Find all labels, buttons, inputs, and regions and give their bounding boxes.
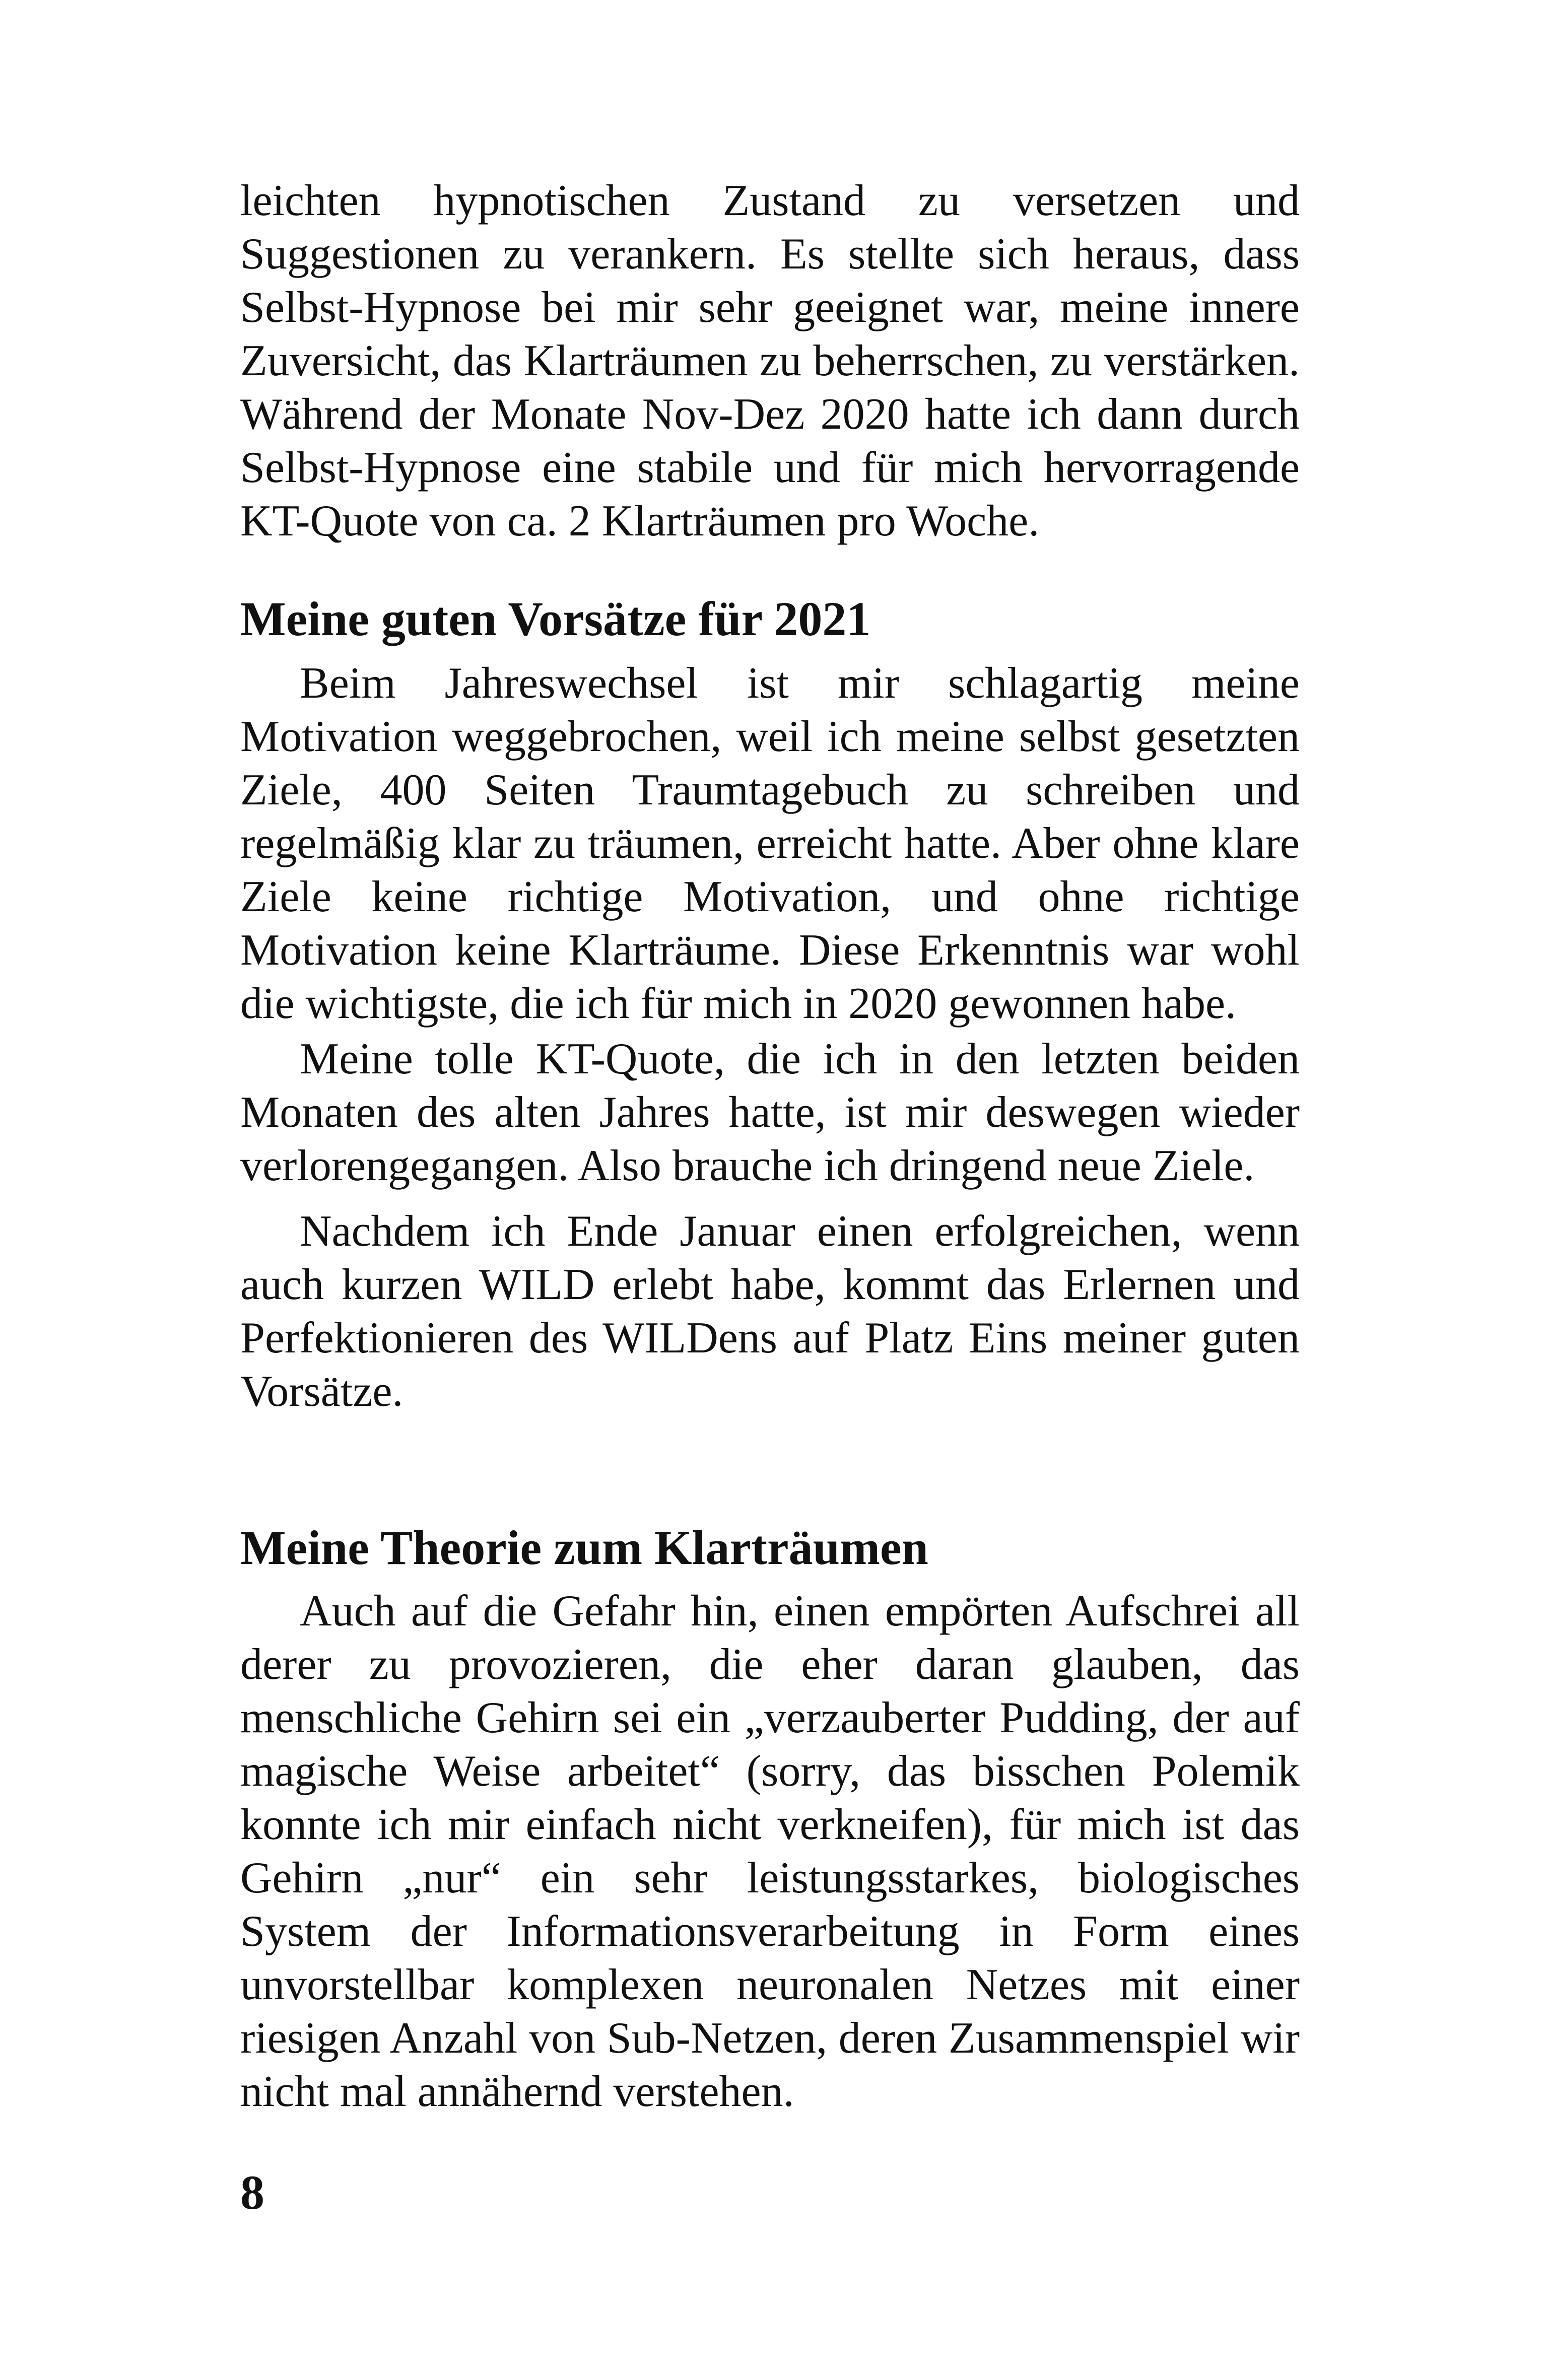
section-1-paragraph-2-block <box>240 1033 1300 1193</box>
intro-paragraph-block <box>240 174 1300 548</box>
intro-paragraph: leichten hypnotischen Zustand zu versetzen und Suggestionen zu verankern. Es stellte sich heraus, dass Selbst-Hypnose bei mir sehr geeignet war, meine innere Zuversicht, das Klarträumen zu beherrschen, zu verstärken. Während der Monate Nov-Dez 2020 hatte ich dann durch Selbst-Hypnose eine stabile und für mich hervorragende KT-Quote von ca. 2 Klarträumen pro Woche. <box>240 176 1300 546</box>
section-heading-theory: Meine Theorie zum Klarträumen <box>240 1521 928 1575</box>
page-number: 8 <box>240 2165 264 2219</box>
section-1-paragraph-1-block <box>240 657 1300 1031</box>
section-1-paragraph: Meine tolle KT-Quote, die ich in den letzten beiden Monaten des alten Jahres hatte, ist mir deswegen wieder verlorengegangen. Also brauche ich dringend neue Ziele. <box>240 1035 1300 1190</box>
section-1-paragraph: Beim Jahreswechsel ist mir schlagartig meine Motivation weggebrochen, weil ich meine selbst gesetzten Ziele, 400 Seiten Traumtagebuch zu schreiben und regelmäßig klar zu träumen, erreicht hatte. Aber ohne klare Ziele keine richtige Motivation, und ohne richtige Motivation keine Klarträume. Diese Erkenntnis war wohl die wichtigste, die ich für mich in 2020 gewonnen habe. <box>240 659 1300 1028</box>
section-1-heading-block <box>240 590 1300 648</box>
section-2-paragraph-1-block <box>240 1585 1300 2119</box>
section-2-heading-block <box>240 1519 1300 1577</box>
section-2-paragraph: Auch auf die Gefahr hin, einen empörten Aufschrei all derer zu provozieren, die eher daran glauben, das menschliche Gehirn sei ein „verzauberter Pudding, der auf magische Weise arbeitet“ (sorry, das bisschen Polemik konnte ich mir einfach nicht verkneifen), für mich ist das Gehirn „nur“ ein sehr leistungsstarkes, biologisches System der Informationsverarbeitung in Form eines unvorstellbar komplexen neuronalen Netzes mit einer riesigen Anzahl von Sub-Netzen, deren Zusammenspiel wir nicht mal annähernd verstehen. <box>240 1587 1300 2116</box>
section-1-paragraph: Nachdem ich Ende Januar einen erfolgreichen, wenn auch kurzen WILD erlebt habe, kommt das Erlernen und Perfektionieren des WILDens auf Platz Eins meiner guten Vorsätze. <box>240 1207 1300 1416</box>
section-1-paragraph-3-block <box>240 1205 1300 1418</box>
section-heading-resolutions: Meine guten Vorsätze für 2021 <box>240 592 871 646</box>
